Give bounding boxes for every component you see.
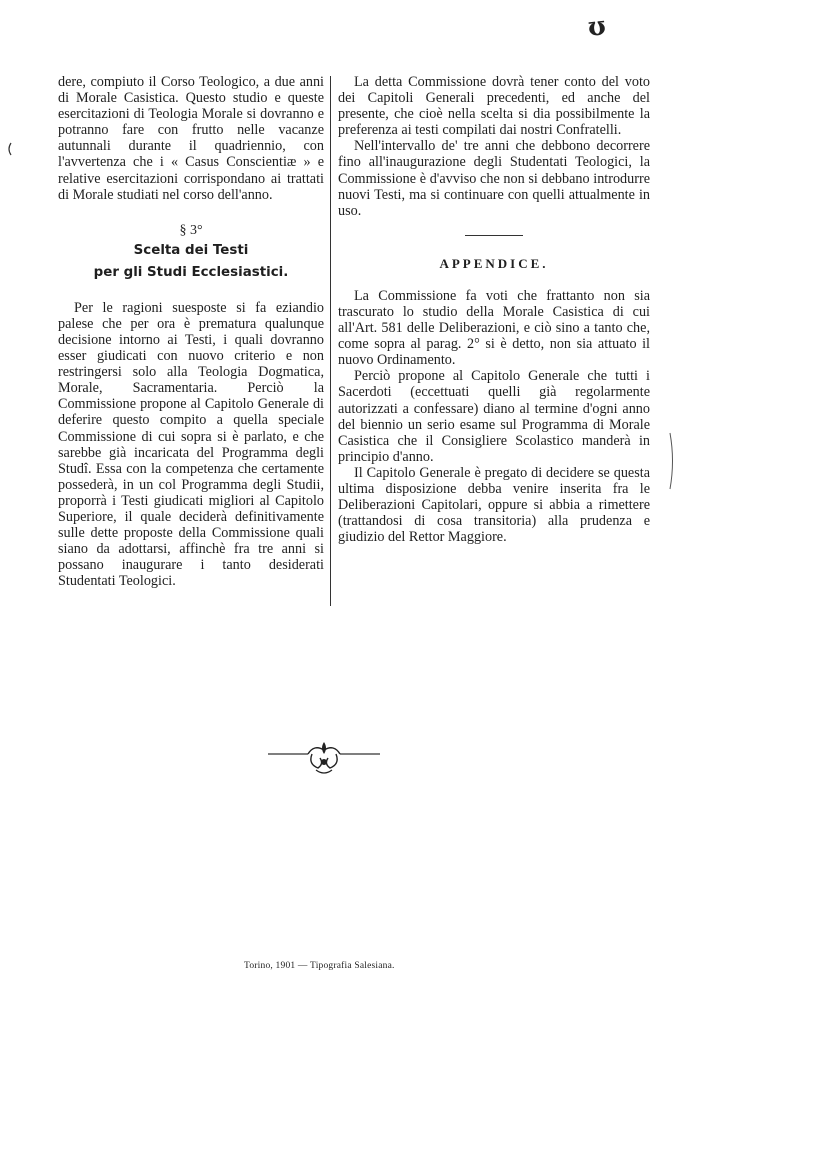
handwritten-corner-mark: ʊ — [586, 11, 608, 43]
right-paragraph-5: Il Capitolo Generale è pregato di decidere se questa ultima disposizione debba venire inserita fra le Deliberazioni Capitolari, oppure si abbia a rimettere (trattandosi di cosa transitoria) alla prudenza e giudizio del Rettor Maggiore. — [338, 464, 650, 546]
right-paragraph-2: Nell'intervallo de' tre anni che debbono decorrere fino all'inaugurazione degli Studentati Teologici, la Commissione è d'avviso che non si debbano introdurre nuovi Testi, ma si continuare con quelli attualmente in uso. — [338, 138, 650, 219]
section-number: § 3° — [179, 222, 203, 238]
right-paragraph-4: Perciò propone al Capitolo Generale che tutti i Sacerdoti (eccettuati quelli già regolarmente autorizzati a confessare) diano al termine d'ogni anno del biennio un serio esame sul Programma di Morale Casistica che il Consigliere Scolastico manderà in principio d'anno. — [338, 368, 650, 465]
section-rule — [465, 235, 523, 236]
margin-bracket-left — [6, 142, 12, 156]
right-column — [338, 74, 650, 545]
section-subtitle: per gli Studi Ecclesiastici. — [93, 264, 289, 280]
section-title: Scelta dei Testi — [133, 242, 249, 258]
left-column — [58, 74, 324, 589]
right-paragraph-3: La Commissione fa voti che frattanto non sia trascurato lo studio della Morale Casistica di cui all'Art. 581 delle Deliberazioni, e ciò sino a tanto che, come sopra al parag. 2° si è detto, non sia attuato il nuovo Ordinamento. — [338, 287, 650, 369]
left-paragraph-2: Per le ragioni suesposte si fa eziandio palese che per ora è prematura qualunque decisione intorno ai Testi, i quali dovranno esser giudicati con nuovo criterio e non restringersi solo alla Teologia Dogmatica, Morale, Sacramentaria. Perciò la Commissione propone al Capitolo Generale di deferire questo compito a quella speciale Commissione di cui sopra si è parlato, e che sarebbe già incaricata del Programma degli Studî. Essa con la competenza che certamente possederà, in un col Programma degli Studii, proporrà i Testi giudicati migliori al Capitolo Superiore, il quale deciderà definitivamente sulle dette proposte della Commissione quali siano da adottarsi, affinchè fra tre anni si possano inaugurare i tanto desiderati Studentati Teologici. — [58, 299, 324, 590]
left-paragraph-1: dere, compiuto il Corso Teologico, a due anni di Morale Casistica. Questo studio e queste esercitazioni di Teologia Morale si dovranno e potranno fare con frutto nelle vacanze autunnali durante il quadriennio, con l'avvertenza che i « Casus Conscientiæ » e relative esercitazioni corrispondano ai trattati di Morale studiati nel corso dell'anno. — [58, 74, 324, 203]
right-paragraph-1: La detta Commissione dovrà tener conto del voto dei Capitoli Generali precedenti, ed anche del presente, che cioè nella scelta si dia possibilmente la preferenza ai testi compilati dai nostri Confratelli. — [338, 74, 650, 139]
printer-imprint: Torino, 1901 — Tipografia Salesiana. — [244, 961, 395, 971]
appendix-title: APPENDICE. — [439, 255, 549, 271]
margin-bracket-right — [668, 432, 676, 490]
column-divider — [330, 76, 331, 606]
fleuron-ornament — [268, 738, 380, 778]
